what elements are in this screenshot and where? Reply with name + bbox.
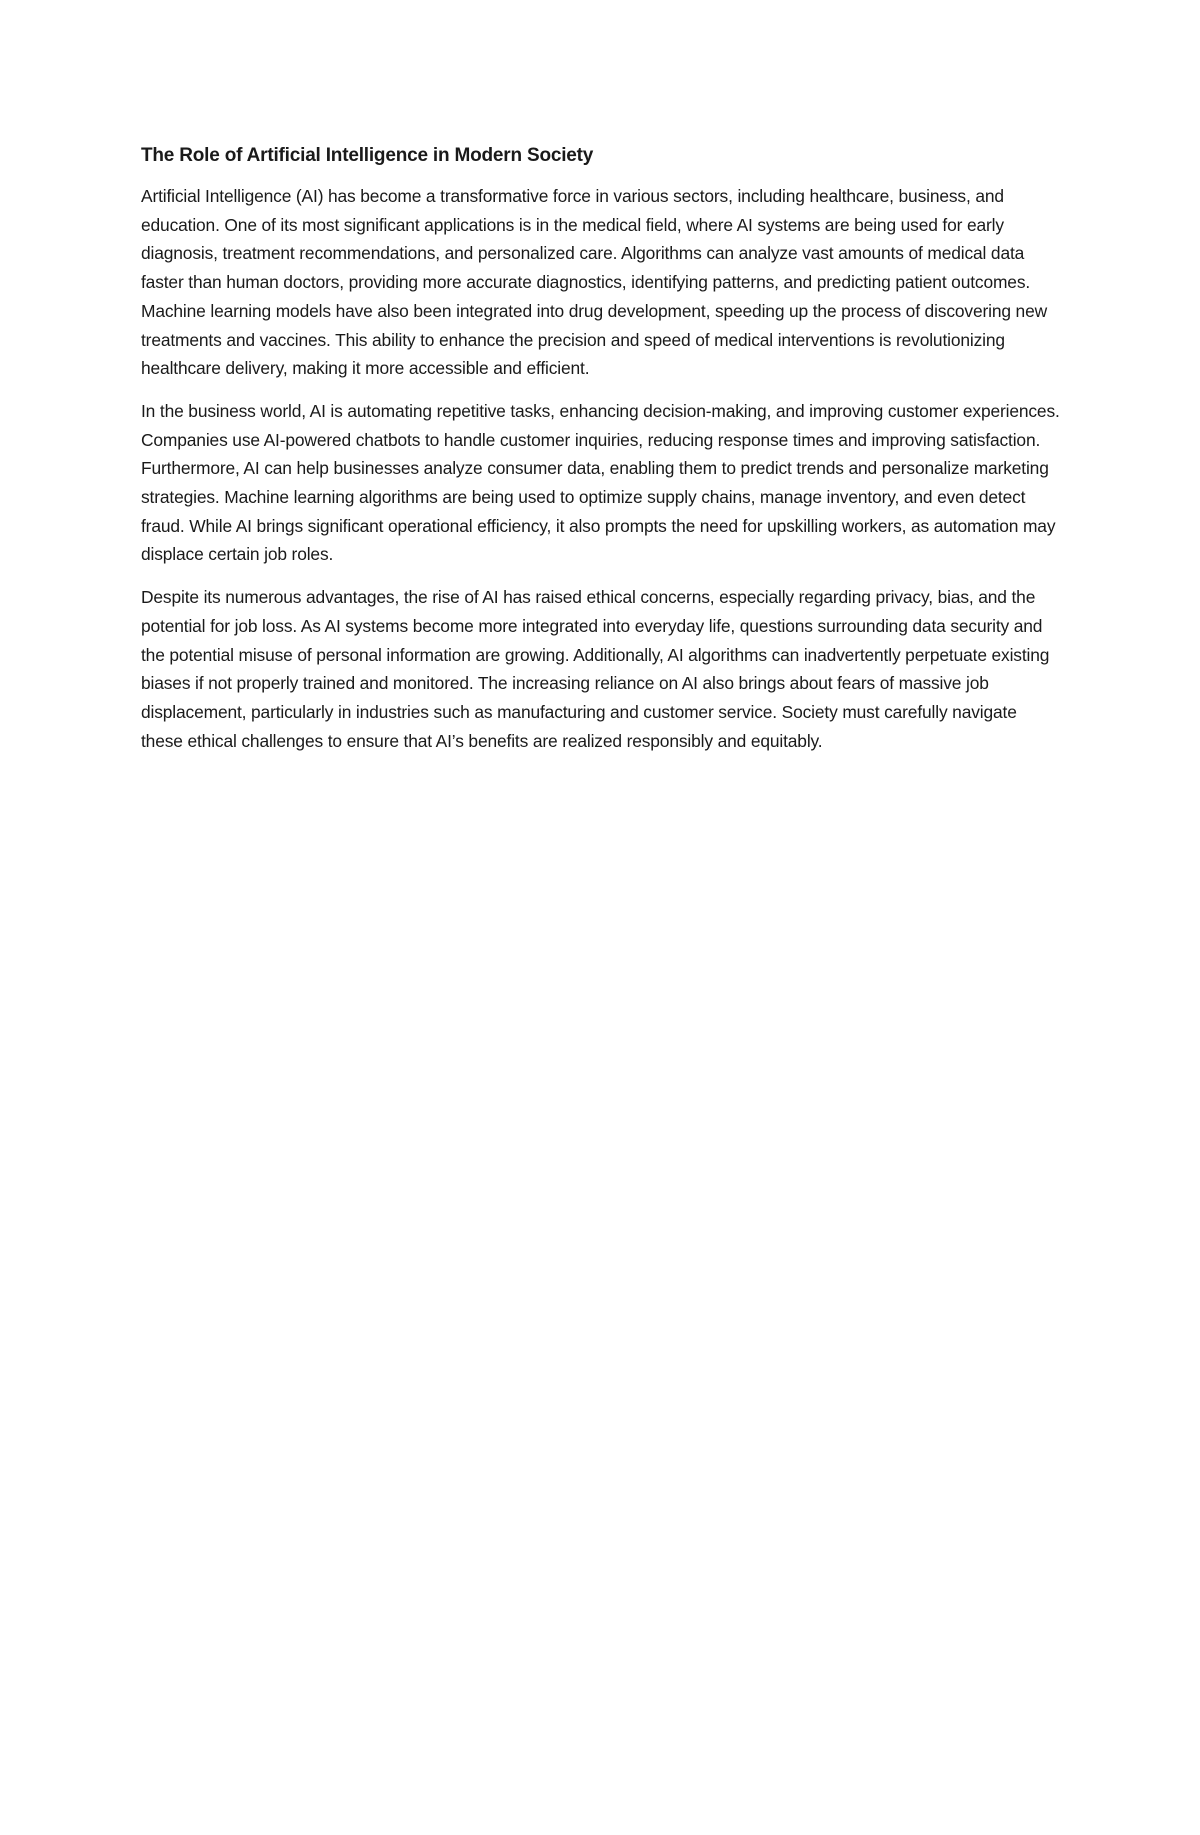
document-body — [141, 144, 1061, 769]
paragraph-healthcare: Artificial Intelligence (AI) has become a transformative force in various sectors, including healthcare, business, and education. One of its most significant applications is in the medical field, where AI systems are being used for early diagnosis, treatment recommendations, and personalized care. Algorithms can analyze vast amounts of medical data faster than human doctors, providing more accurate diagnostics, identifying patterns, and predicting patient outcomes. Machine learning models have also been integrated into drug development, speeding up the process of discovering new treatments and vaccines. This ability to enhance the precision and speed of medical interventions is revolutionizing healthcare delivery, making it more accessible and efficient. — [141, 186, 1048, 379]
document-title: The Role of Artificial Intelligence in Modern Society — [141, 145, 594, 166]
paragraph-ethics: Despite its numerous advantages, the rise of AI has raised ethical concerns, especially regarding privacy, bias, and the potential for job loss. As AI systems become more integrated into everyday life, questions surrounding data security and the potential misuse of personal information are growing. Additionally, AI algorithms can inadvertently perpetuate existing biases if not properly trained and monitored. The increasing reliance on AI also brings about fears of massive job displacement, particularly in industries such as manufacturing and customer service. Society must carefully navigate these ethical challenges to ensure that AI’s benefits are realized responsibly and equitably. — [141, 587, 1050, 751]
paragraph-business: In the business world, AI is automating repetitive tasks, enhancing decision-making, and improving customer experiences. Companies use AI-powered chatbots to handle customer inquiries, reducing response times and improving satisfaction. Furthermore, AI can help businesses analyze consumer data, enabling them to predict trends and personalize marketing strategies. Machine learning algorithms are being used to optimize supply chains, manage inventory, and even detect fraud. While AI brings significant operational efficiency, it also prompts the need for upskilling workers, as automation may displace certain job roles. — [141, 400, 1060, 565]
